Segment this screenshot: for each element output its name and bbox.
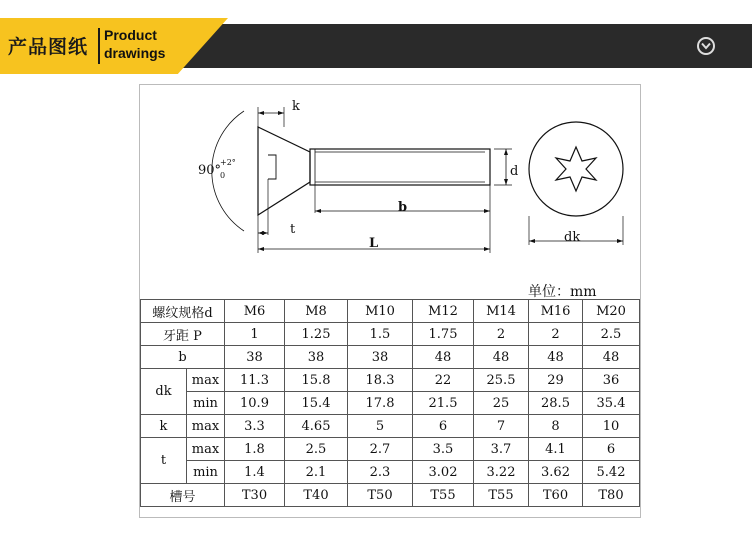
pitch-cell: 2	[529, 323, 583, 346]
dk-min-cell: 35.4	[583, 392, 640, 415]
banner-dark-bar	[170, 24, 752, 68]
dk-max-cell: 36	[583, 369, 640, 392]
b-label: b	[141, 346, 225, 369]
table-row-dk-min	[141, 392, 640, 415]
dim-t-label: t	[290, 222, 296, 237]
header-banner	[0, 18, 752, 74]
k-cell: 4.65	[285, 415, 348, 438]
t-min-cell: 3.02	[413, 461, 474, 484]
t-max-cell: 4.1	[529, 438, 583, 461]
size-cell: M14	[474, 300, 529, 323]
pitch-cell: 1.75	[413, 323, 474, 346]
b-cell: 48	[583, 346, 640, 369]
t-min-cell: 3.62	[529, 461, 583, 484]
banner-title-en-line1: Product	[104, 27, 157, 43]
head-recess	[268, 155, 276, 179]
dk-max-label: max	[187, 369, 225, 392]
table-row-b	[141, 346, 640, 369]
dk-min-cell: 15.4	[285, 392, 348, 415]
b-cell: 48	[529, 346, 583, 369]
size-cell: M8	[285, 300, 348, 323]
drive-cell: T30	[225, 484, 285, 507]
drive-cell: T40	[285, 484, 348, 507]
drive-cell: T50	[348, 484, 413, 507]
t-max-cell: 1.8	[225, 438, 285, 461]
screw-shank	[310, 149, 490, 185]
dim-d-label: d	[510, 164, 519, 179]
dk-min-cell: 25	[474, 392, 529, 415]
k-cell: 8	[529, 415, 583, 438]
k-cell: 6	[413, 415, 474, 438]
table-row-k	[141, 415, 640, 438]
head-end-view	[529, 122, 623, 216]
t-min-cell: 5.42	[583, 461, 640, 484]
screw-drawing	[140, 85, 640, 297]
dk-label: dk	[141, 369, 187, 415]
dim-L-label: L	[369, 236, 379, 251]
dk-min-cell: 21.5	[413, 392, 474, 415]
table-row-drive	[141, 484, 640, 507]
b-cell: 38	[348, 346, 413, 369]
pitch-cell: 1.25	[285, 323, 348, 346]
k-cell: 7	[474, 415, 529, 438]
drive-cell: T60	[529, 484, 583, 507]
drive-cell: T55	[474, 484, 529, 507]
dim-dk-label: dk	[564, 230, 581, 245]
dk-max-cell: 18.3	[348, 369, 413, 392]
banner-separator	[98, 28, 100, 64]
angle-tol-lower: 0	[220, 171, 226, 180]
dk-max-cell: 15.8	[285, 369, 348, 392]
size-cell: M16	[529, 300, 583, 323]
table-row-pitch	[141, 323, 640, 346]
angle-label: 90°	[198, 163, 222, 178]
b-cell: 48	[413, 346, 474, 369]
dim-k-label: k	[292, 99, 300, 114]
t-max-cell: 2.7	[348, 438, 413, 461]
banner-title-cn: 产品图纸	[8, 36, 89, 58]
size-label: 螺纹规格d	[141, 300, 225, 323]
size-cell: M10	[348, 300, 413, 323]
table-row-size	[141, 300, 640, 323]
drive-label: 槽号	[141, 484, 225, 507]
table-row-dk-max	[141, 369, 640, 392]
drive-cell: T55	[413, 484, 474, 507]
dk-min-label: min	[187, 392, 225, 415]
t-min-cell: 3.22	[474, 461, 529, 484]
pitch-label: 牙距 P	[141, 323, 225, 346]
t-max-label: max	[187, 438, 225, 461]
size-cell: M12	[413, 300, 474, 323]
t-min-cell: 2.3	[348, 461, 413, 484]
dk-min-cell: 10.9	[225, 392, 285, 415]
k-label: k	[141, 415, 187, 438]
k-max-label: max	[187, 415, 225, 438]
k-cell: 5	[348, 415, 413, 438]
k-cell: 3.3	[225, 415, 285, 438]
chevron-down-circle-icon[interactable]	[697, 37, 715, 55]
t-label: t	[141, 438, 187, 484]
k-cell: 10	[583, 415, 640, 438]
t-min-label: min	[187, 461, 225, 484]
pitch-cell: 1	[225, 323, 285, 346]
t-min-cell: 1.4	[225, 461, 285, 484]
pitch-cell: 1.5	[348, 323, 413, 346]
t-max-cell: 6	[583, 438, 640, 461]
dim-b-label: b	[398, 200, 408, 215]
size-cell: M6	[225, 300, 285, 323]
angle-tol-upper: +2°	[220, 158, 236, 167]
screw-head	[258, 127, 310, 215]
drive-cell: T80	[583, 484, 640, 507]
dk-min-cell: 17.8	[348, 392, 413, 415]
dk-min-cell: 28.5	[529, 392, 583, 415]
unit-label: 单位：mm	[528, 284, 597, 300]
table-row-t-min	[141, 461, 640, 484]
dk-max-cell: 29	[529, 369, 583, 392]
size-cell: M20	[583, 300, 640, 323]
t-max-cell: 3.5	[413, 438, 474, 461]
dk-max-cell: 22	[413, 369, 474, 392]
banner-title-en-line2: drawings	[104, 45, 166, 61]
pitch-cell: 2	[474, 323, 529, 346]
table-row-t-max	[141, 438, 640, 461]
t-max-cell: 3.7	[474, 438, 529, 461]
dk-max-cell: 25.5	[474, 369, 529, 392]
torx-recess	[556, 147, 596, 191]
b-cell: 38	[225, 346, 285, 369]
pitch-cell: 2.5	[583, 323, 640, 346]
b-cell: 38	[285, 346, 348, 369]
b-cell: 48	[474, 346, 529, 369]
spec-table	[140, 299, 640, 507]
t-min-cell: 2.1	[285, 461, 348, 484]
dk-max-cell: 11.3	[225, 369, 285, 392]
t-max-cell: 2.5	[285, 438, 348, 461]
